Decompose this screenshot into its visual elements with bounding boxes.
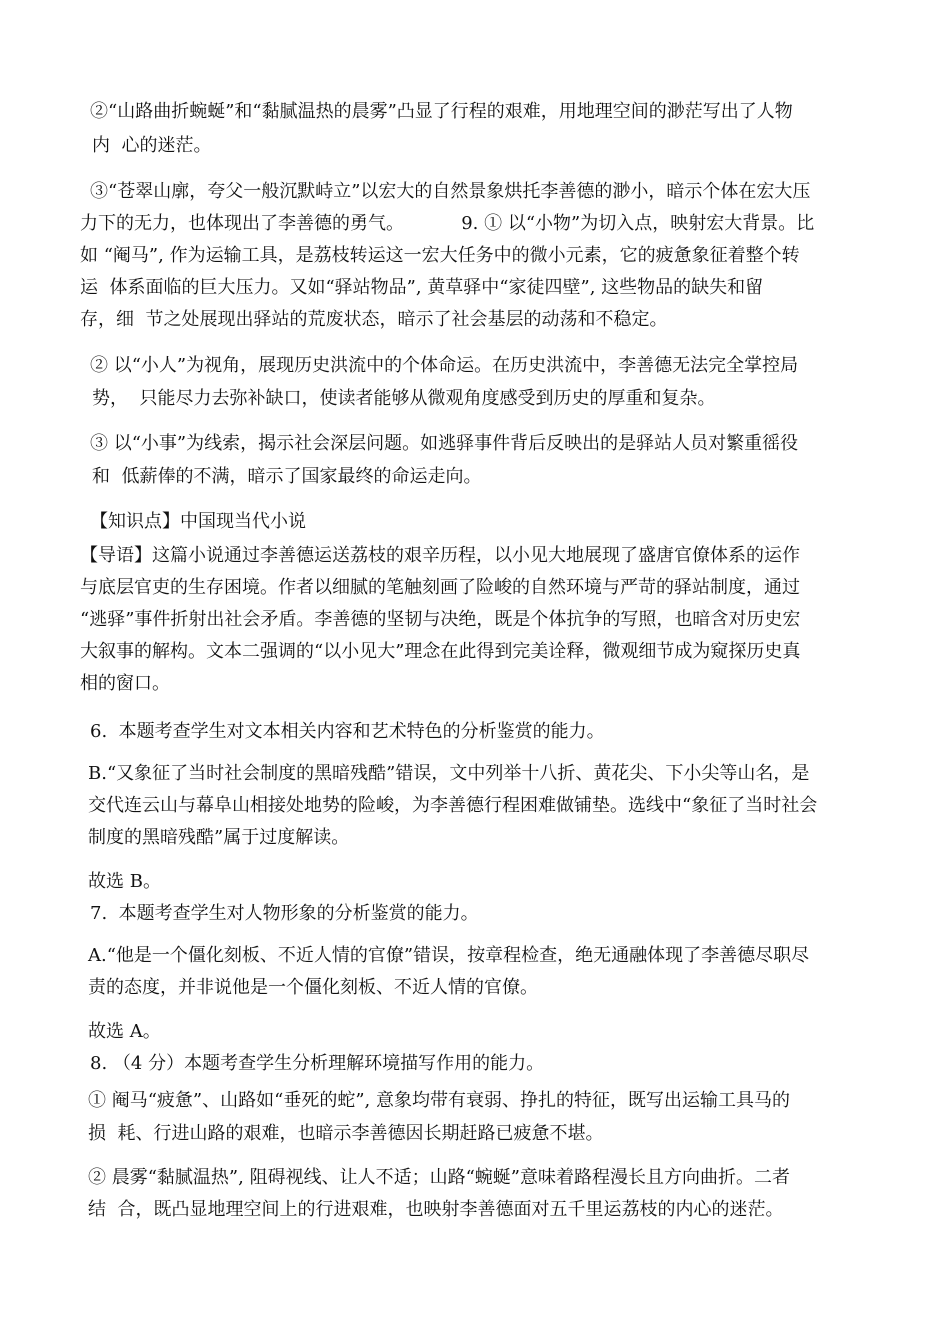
text-line: 大叙事的解构。文本二强调的“以小见大”理念在此得到完美诠释，微观细节成为窥探历史真 bbox=[80, 641, 801, 662]
answer-line: 故选 B。 bbox=[88, 871, 161, 892]
text-line: 力下的无力，也体现出了李善德的勇气。 9. ① 以“小物”为切入点，映射宏大背景。比 bbox=[80, 213, 815, 234]
text-line: 内 心的迷茫。 bbox=[92, 135, 212, 156]
text-line: A.“他是一个僵化刻板、不近人情的官僚”错误，按章程检查，绝无通融体现了李善德尽职尽 bbox=[88, 945, 810, 966]
text-line: 损 耗、行进山路的艰难，也暗示李善德因长期赶路已疲惫不堪。 bbox=[88, 1123, 604, 1144]
question-heading: 7. 本题考查学生对人物形象的分析鉴赏的能力。 bbox=[90, 903, 479, 924]
text-line: 如 “阉马”, 作为运输工具，是荔枝转运这一宏大任务中的微小元素，它的疲惫象征着整个转 bbox=[80, 245, 800, 266]
section-heading: 【知识点】中国现当代小说 bbox=[90, 511, 306, 532]
question-heading: 6. 本题考查学生对文本相关内容和艺术特色的分析鉴赏的能力。 bbox=[90, 721, 605, 742]
text-line: 运 体系面临的巨大压力。又如“驿站物品”, 黄草驿中“家徒四壁”, 这些物品的缺失和留 bbox=[80, 277, 764, 298]
text-line: “逃驿”事件折射出社会矛盾。李善德的坚韧与决绝，既是个体抗争的写照，也暗含对历史宏 bbox=[80, 609, 801, 630]
question-heading: 8. （4 分）本题考查学生分析理解环境描写作用的能力。 bbox=[90, 1053, 545, 1074]
text-line: ② 以“小人”为视角，展现历史洪流中的个体命运。在历史洪流中，李善德无法完全掌控局 bbox=[90, 355, 799, 376]
text-line: 交代连云山与幕阜山相接处地势的险峻，为李善德行程困难做铺垫。选线中“象征了当时社会 bbox=[88, 795, 818, 816]
text-line: 【导语】这篇小说通过李善德运送荔枝的艰辛历程，以小见大地展现了盛唐官僚体系的运作 bbox=[80, 545, 800, 566]
text-line: ③ 以“小事”为线索，揭示社会深层问题。如逃驿事件背后反映出的是驿站人员对繁重徭役 bbox=[90, 433, 799, 454]
text-line: 相的窗口。 bbox=[80, 673, 170, 694]
answer-line: 故选 A。 bbox=[88, 1021, 161, 1042]
text-line: B.“又象征了当时社会制度的黑暗残酷”错误，文中列举十八折、黄花尖、下小尖等山名，是 bbox=[88, 763, 810, 784]
text-line: 与底层官吏的生存困境。作者以细腻的笔触刻画了险峻的自然环境与严苛的驿站制度，通过 bbox=[80, 577, 800, 598]
text-line: ②“山路曲折蜿蜒”和“黏腻温热的晨雾”凸显了行程的艰难，用地理空间的渺茫写出了人物 bbox=[90, 101, 793, 122]
text-line: 势， 只能尽力去弥补缺口，使读者能够从微观角度感受到历史的厚重和复杂。 bbox=[92, 388, 716, 409]
text-line: 存，细 节之处展现出驿站的荒废状态，暗示了社会基层的动荡和不稳定。 bbox=[80, 309, 668, 330]
text-line: ③“苍翠山廓，夸父一般沉默峙立”以宏大的自然景象烘托李善德的渺小，暗示个体在宏大压 bbox=[90, 181, 811, 202]
text-line: 结 合，既凸显地理空间上的行进艰难，也映射李善德面对五千里运荔枝的内心的迷茫。 bbox=[88, 1199, 784, 1220]
text-line: 责的态度，并非说他是一个僵化刻板、不近人情的官僚。 bbox=[88, 977, 538, 998]
text-line: ② 晨雾“黏腻温热”, 阻碍视线、让人不适；山路“蜿蜒”意味着路程漫长且方向曲折。二者 bbox=[88, 1167, 790, 1188]
text-line: ① 阉马“疲惫”、山路如“垂死的蛇”, 意象均带有衰弱、挣扎的特征，既写出运输工具马的 bbox=[88, 1090, 790, 1111]
text-line: 制度的黑暗残酷”属于过度解读。 bbox=[88, 827, 350, 848]
text-line: 和 低薪俸的不满，暗示了国家最终的命运走向。 bbox=[92, 466, 482, 487]
